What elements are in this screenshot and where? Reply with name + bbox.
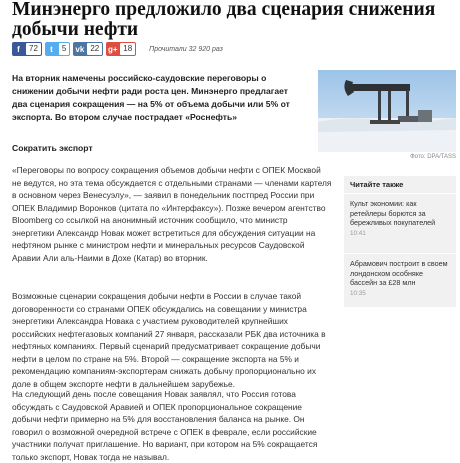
facebook-share-button[interactable] <box>12 42 42 56</box>
article-lead: На вторник намечены российско-саудовские переговоры о снижении добычи нефти ради роста цен. Минэнерго предлагает два сценария сокращения — на 5% от объема добычи или 5% от экспорта. Во втором случае пострадает «Роснефть» <box>12 73 290 122</box>
article-paragraph: На следующий день после совещания Новак заявлял, что Россия готова обсуждать с Саудовской Аравией и ОПЕК пропорциональное сокращение добычи нефти примерно на 5% для восстановления баланса на рынке. Он говорил о возможной очередной встрече с ОПЕК в феврале, если российские участники получат приглашение. Но вариант, при котором на 5% сокращается только экспорт, Новак тогда не называл. <box>12 389 318 462</box>
article-paragraph: Возможные сценарии сокращения добычи нефти в России в случае такой договоренности со странами ОПЕК обсуждались на совещании у министра энергетики Александра Новака с участием руководителей крупнейших российских нефтегазовых компаний 27 января, рассказали РБК два источника в нефтяных компаниях. Первый сценарий предусматривает сокращение добычи нефти в целом по стране на 5%. Второй — сокращение экспорта на 5% и рекомендацию компаниям-экспортерам снижать добычу пропорционально их доле в общем экспорте нефти в дальнейшем зарубежье. <box>12 291 326 389</box>
read-also-title: Читайте также <box>350 180 404 189</box>
section-subheading: Сократить экспорт <box>12 143 93 153</box>
read-also-item[interactable] <box>344 253 456 307</box>
twitter-share-count: 5 <box>59 43 69 55</box>
read-also-item[interactable] <box>344 193 456 253</box>
article-paragraph: «Переговоры по вопросу сокращения объемов добычи нефти с ОПЕК Москвой не ведутся, но эта тема обсуждается с отдельными странами — членами картеля в основном через Венесуэлу», — заявил в понедельник постпред России при ОПЕК Владимир Воронков (цитата по «Интерфаксу»). Позже вечером агентство Bloomberg со ссылкой на анонимный источник сообщило, что министр энергетики Александр Новак может встретиться для обсуждения ситуации на нефтяном рынке с министром нефти и минеральных ресурсов Саудовской Аравии Али аль-Наими в Дохе (Катар) во вторник. <box>12 165 332 263</box>
share-bar <box>12 42 223 56</box>
read-also-time: 10:35 <box>350 289 366 297</box>
read-also-link[interactable]: Культ экономии: как ретейлеры борются за бережливых покупателей <box>350 199 436 227</box>
oil-pump-snow-image <box>318 70 456 152</box>
gplus-icon: g+ <box>107 44 118 54</box>
view-count: Прочитали 32 920 раз <box>149 45 223 53</box>
read-also-widget <box>344 176 456 307</box>
vk-share-count: 22 <box>87 43 102 55</box>
facebook-share-count: 72 <box>26 43 41 55</box>
gplus-share-button[interactable] <box>106 42 136 56</box>
vk-icon: vk <box>75 44 85 54</box>
facebook-icon: f <box>17 44 20 54</box>
read-also-time: 10:41 <box>350 229 366 237</box>
photo-credit: Фото: DPA/TASS <box>410 154 456 160</box>
twitter-share-button[interactable] <box>45 42 70 56</box>
article-headline: Минэнерго предложило два сценария снижения добычи нефти <box>12 0 436 40</box>
twitter-icon: t <box>50 44 53 54</box>
vk-share-button[interactable] <box>73 42 103 56</box>
gplus-share-count: 18 <box>120 43 135 55</box>
article-photo[interactable] <box>318 70 456 152</box>
read-also-link[interactable]: Абрамович построит в своем лондонском особняке бассейн за £28 млн <box>350 259 448 287</box>
